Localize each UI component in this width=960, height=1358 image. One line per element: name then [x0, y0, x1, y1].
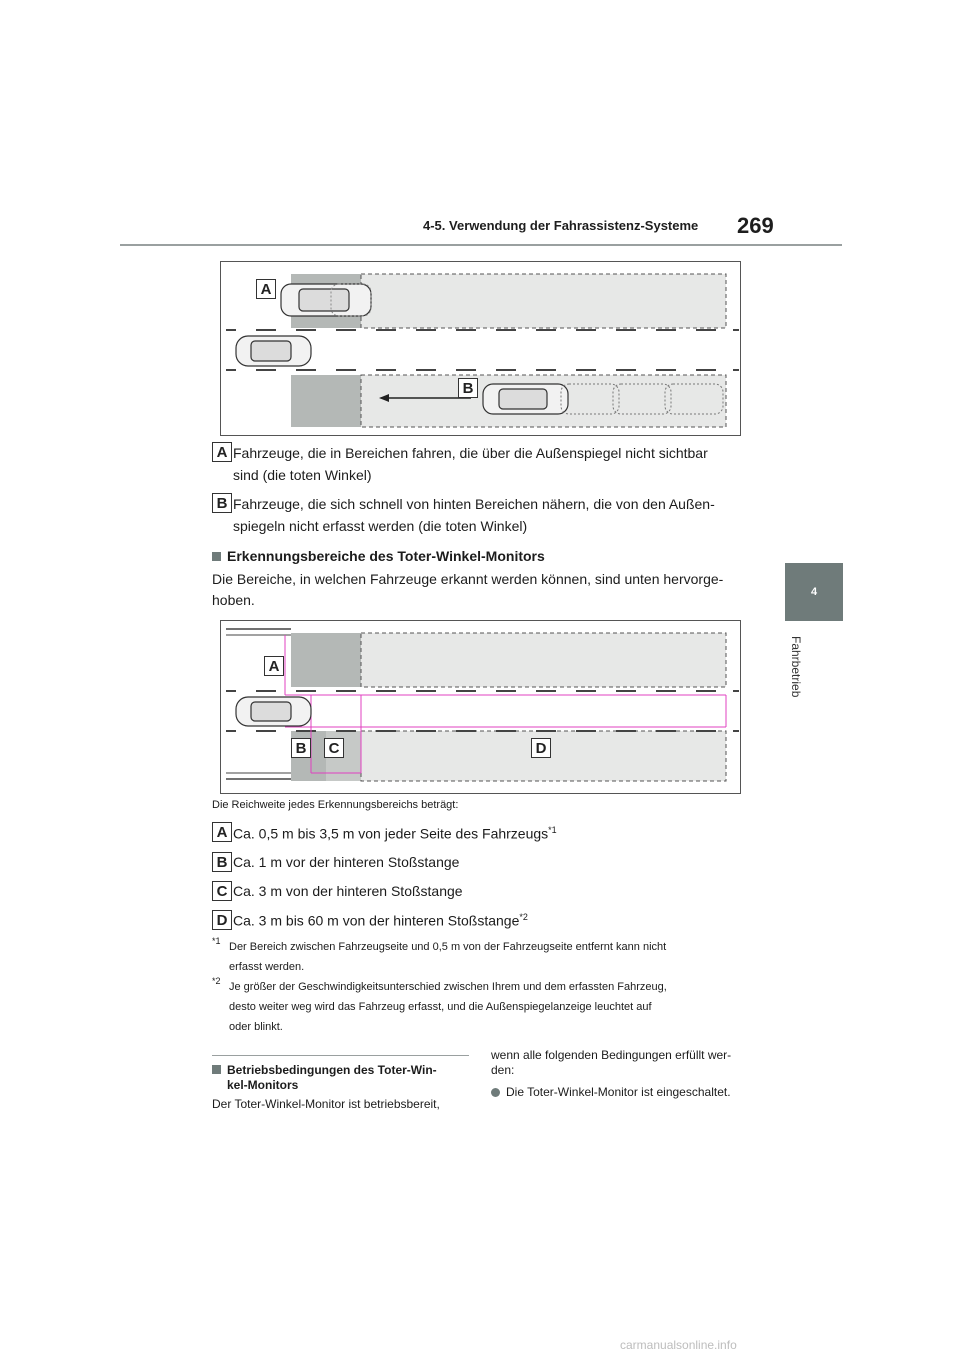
section-title: 4-5. Verwendung der Fahrassistenz-Systeme — [423, 218, 699, 233]
footnote-2-line2: desto weiter weg wird das Fahrzeug erfasst, und die Außenspiegelanzeige leuchtet auf — [229, 1001, 652, 1013]
figure2-label-d: D — [531, 738, 551, 758]
section1-body-line1: Die Bereiche, in welchen Fahrzeuge erkannt werden können, sind unten hervorge- — [212, 571, 724, 587]
footnote-1-mark: *1 — [212, 936, 221, 946]
section2-bullet — [491, 1086, 731, 1098]
range-intro: Die Reichweite jedes Erkennungsbereichs beträgt: — [212, 799, 459, 811]
car-b — [483, 384, 568, 414]
footnote-2-line3: oder blinkt. — [229, 1021, 283, 1033]
range-c-text: Ca. 3 m von der hinteren Stoßstange — [233, 883, 463, 899]
section2-body-right-line1: wenn alle folgenden Bedingungen erfüllt wer- — [491, 1048, 732, 1062]
chapter-number: 4 — [810, 586, 818, 598]
figure-label-b: B — [458, 378, 478, 398]
zone-upper-light — [361, 633, 726, 687]
range-b-text: Ca. 1 m vor der hinteren Stoßstange — [233, 854, 460, 870]
section2-heading-line1 — [212, 1063, 437, 1077]
circle-bullet-icon — [491, 1088, 500, 1097]
legend-a-line2: sind (die toten Winkel) — [233, 467, 372, 483]
chapter-label-wrapper — [787, 636, 807, 726]
footnote-2-line1: Je größer der Geschwindigkeitsunterschied zwischen Ihrem und dem erfassten Fahrzeug, — [229, 981, 667, 993]
detection-range-illustration — [221, 621, 741, 794]
range-key-c: C — [212, 881, 232, 901]
section2-heading-text1: Betriebsbedingungen des Toter-Win- — [227, 1063, 437, 1077]
page-number: 269 — [737, 213, 774, 238]
section2-bullet-text: Die Toter-Winkel-Monitor ist eingeschaltet. — [506, 1085, 731, 1099]
header-divider — [120, 244, 842, 246]
section-heading-text: Erkennungsbereiche des Toter-Winkel-Monitors — [227, 548, 545, 564]
footnote-1-line2: erfasst werden. — [229, 961, 305, 973]
footnote-1-line1: Der Bereich zwischen Fahrzeugseite und 0,5 m von der Fahrzeugseite entfernt kann nicht — [229, 941, 667, 953]
footnote-2-mark: *2 — [212, 976, 221, 986]
legend-a-line1: Fahrzeuge, die in Bereichen fahren, die über die Außenspiegel nicht sichtbar — [233, 445, 708, 461]
section2-heading-line2: kel-Monitors — [227, 1078, 299, 1092]
blind-spot-figure — [220, 261, 741, 436]
chapter-label: Fahrbetrieb — [789, 636, 803, 698]
figure2-label-c: C — [324, 738, 344, 758]
section2-body-right-line2: den: — [491, 1063, 515, 1077]
range-key-a: A — [212, 822, 232, 842]
range-key-d: D — [212, 910, 232, 930]
section1-body-line2: hoben. — [212, 592, 255, 608]
watermark: carmanualsonline.info — [620, 1338, 737, 1352]
chapter-tab — [785, 563, 843, 621]
square-bullet-icon — [212, 552, 221, 561]
legend-key-a: A — [212, 442, 232, 462]
detection-range-figure — [220, 620, 741, 794]
figure-label-a: A — [256, 279, 276, 299]
square-bullet-icon-2 — [212, 1065, 221, 1074]
zone-b-dark — [291, 375, 361, 427]
range-d-text: Ca. 3 m bis 60 m von der hinteren Stoßstange$^{*2}$ — [233, 912, 528, 929]
range-key-b: B — [212, 852, 232, 872]
figure2-label-b: B — [291, 738, 311, 758]
column-divider — [212, 1055, 469, 1056]
own-car — [236, 336, 311, 366]
range-a-text: Ca. 0,5 m bis 3,5 m von jeder Seite des Fahrzeugs$^{*1}$ — [233, 825, 557, 842]
section2-body-left: Der Toter-Winkel-Monitor ist betriebsbereit, — [212, 1097, 440, 1111]
legend-key-b: B — [212, 493, 232, 513]
legend-b-line1: Fahrzeuge, die sich schnell von hinten Bereichen nähern, die von den Außen- — [233, 496, 715, 512]
figure2-label-a: A — [264, 656, 284, 676]
zone-upper-dark — [291, 633, 361, 687]
own-car-2 — [236, 697, 311, 726]
car-a — [281, 284, 371, 316]
blind-spot-illustration — [221, 262, 741, 436]
legend-b-line2: spiegeln nicht erfasst werden (die toten Winkel) — [233, 518, 528, 534]
zone-a-light — [361, 274, 726, 328]
section-heading-detection — [212, 548, 545, 564]
